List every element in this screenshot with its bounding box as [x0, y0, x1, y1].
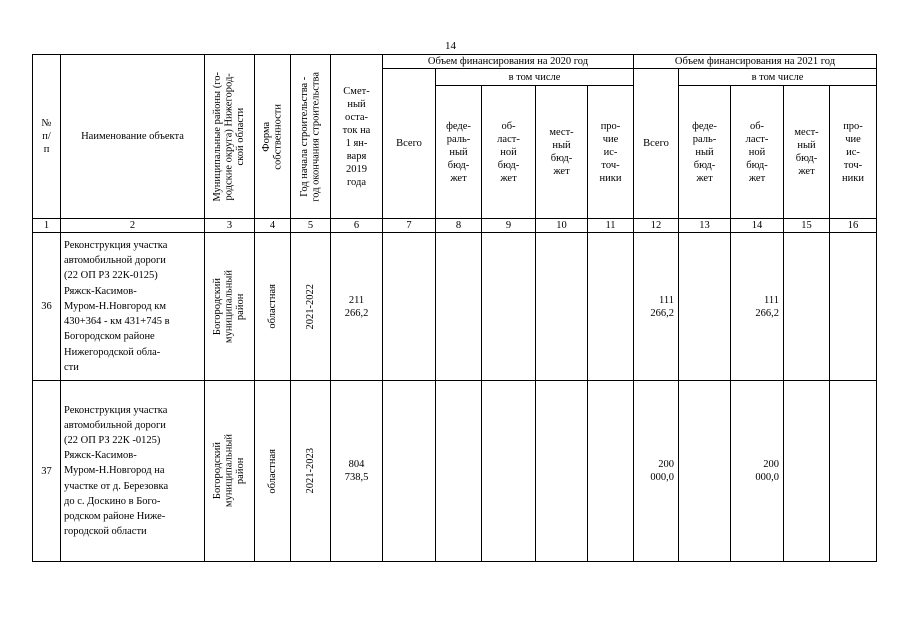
page-number: 14 — [445, 40, 456, 52]
district-text: Богородский муниципальный район — [212, 434, 247, 508]
header-fin-2020: Объем финансирования на 2020 год — [383, 55, 634, 69]
header-incl-2021: в том числе — [679, 69, 877, 86]
district-text: Богородский муниципальный район — [212, 269, 247, 344]
empty-cell — [588, 381, 634, 562]
financing-table — [32, 54, 877, 562]
empty-cell — [830, 233, 877, 381]
col-number: 16 — [830, 219, 877, 233]
header-total-2021: Всего — [634, 69, 679, 219]
ownership-cell — [255, 233, 291, 381]
ownership-text: областная — [266, 284, 278, 329]
balance-cell: 804 738,5 — [331, 381, 383, 562]
header-object-name: Наименование объекта — [61, 55, 205, 219]
header-fin-2021: Объем финансирования на 2021 год — [634, 55, 877, 69]
object-name: Реконструкция участка автомобильной дороги (22 ОП РЗ 22К -0125) Ряжск-Касимов- Муром-Н.Новгород на участке от д. Березовка до с. Доскино в Бого- родском районе Ниже- городской области — [61, 381, 205, 562]
col-number: 13 — [679, 219, 731, 233]
col-number: 5 — [291, 219, 331, 233]
years-cell — [291, 381, 331, 562]
col-number: 11 — [588, 219, 634, 233]
col-number: 14 — [731, 219, 784, 233]
header-years — [291, 55, 331, 219]
col-number: 15 — [784, 219, 830, 233]
empty-cell — [536, 381, 588, 562]
header-district-text: Муниципальные районы (го- родские округа) Нижегород- ской области — [212, 71, 247, 202]
years-text: 2021-2023 — [304, 448, 316, 494]
total-2021-cell: 200 000,0 — [634, 381, 679, 562]
header-incl-2020: в том числе — [436, 69, 634, 86]
header-row-1 — [33, 55, 877, 69]
col-number: 1 — [33, 219, 61, 233]
empty-cell — [482, 233, 536, 381]
header-ownership — [255, 55, 291, 219]
header-federal-2020: феде- раль- ный бюд- жет — [436, 86, 482, 219]
header-other-2021: про- чие ис- точ- ники — [830, 86, 877, 219]
table-row — [33, 233, 877, 381]
column-numbers-row — [33, 219, 877, 233]
regional-2021-cell: 200 000,0 — [731, 381, 784, 562]
col-number: 9 — [482, 219, 536, 233]
header-district — [205, 55, 255, 219]
col-number: 10 — [536, 219, 588, 233]
header-federal-2021: феде- раль- ный бюд- жет — [679, 86, 731, 219]
header-total-2020: Всего — [383, 69, 436, 219]
empty-cell — [784, 381, 830, 562]
object-name: Реконструкция участка автомобильной дороги (22 ОП РЗ 22К-0125) Ряжск-Касимов- Муром-Н.Новгород км 430+364 - км 431+745 в Богородском районе Нижегородской обла- сти — [61, 233, 205, 381]
col-number: 8 — [436, 219, 482, 233]
ownership-cell — [255, 381, 291, 562]
row-num: 36 — [33, 233, 61, 381]
empty-cell — [679, 233, 731, 381]
balance-cell: 211 266,2 — [331, 233, 383, 381]
col-number: 7 — [383, 219, 436, 233]
header-ownership-text: Форма собственности — [261, 103, 284, 170]
years-cell — [291, 233, 331, 381]
regional-2021-cell: 111 266,2 — [731, 233, 784, 381]
empty-cell — [784, 233, 830, 381]
empty-cell — [588, 233, 634, 381]
header-balance: Смет- ный оста- ток на 1 ян- варя 2019 года — [331, 55, 383, 219]
district-cell — [205, 381, 255, 562]
empty-cell — [383, 233, 436, 381]
header-regional-2021: об- ласт- ной бюд- жет — [731, 86, 784, 219]
col-number: 2 — [61, 219, 205, 233]
district-cell — [205, 233, 255, 381]
row-num: 37 — [33, 381, 61, 562]
header-local-2021: мест- ный бюд- жет — [784, 86, 830, 219]
total-2021-cell: 111 266,2 — [634, 233, 679, 381]
table-row — [33, 381, 877, 562]
header-local-2020: мест- ный бюд- жет — [536, 86, 588, 219]
empty-cell — [436, 233, 482, 381]
col-number: 6 — [331, 219, 383, 233]
empty-cell — [436, 381, 482, 562]
col-number: 4 — [255, 219, 291, 233]
header-num: № п/ п — [33, 55, 61, 219]
header-years-text: Год начала строительства - год окончания строительства — [299, 71, 322, 202]
empty-cell — [679, 381, 731, 562]
col-number: 12 — [634, 219, 679, 233]
empty-cell — [383, 381, 436, 562]
header-other-2020: про- чие ис- точ- ники — [588, 86, 634, 219]
empty-cell — [482, 381, 536, 562]
ownership-text: областная — [266, 448, 278, 494]
empty-cell — [536, 233, 588, 381]
empty-cell — [830, 381, 877, 562]
header-regional-2020: об- ласт- ной бюд- жет — [482, 86, 536, 219]
col-number: 3 — [205, 219, 255, 233]
years-text: 2021-2022 — [304, 283, 316, 330]
